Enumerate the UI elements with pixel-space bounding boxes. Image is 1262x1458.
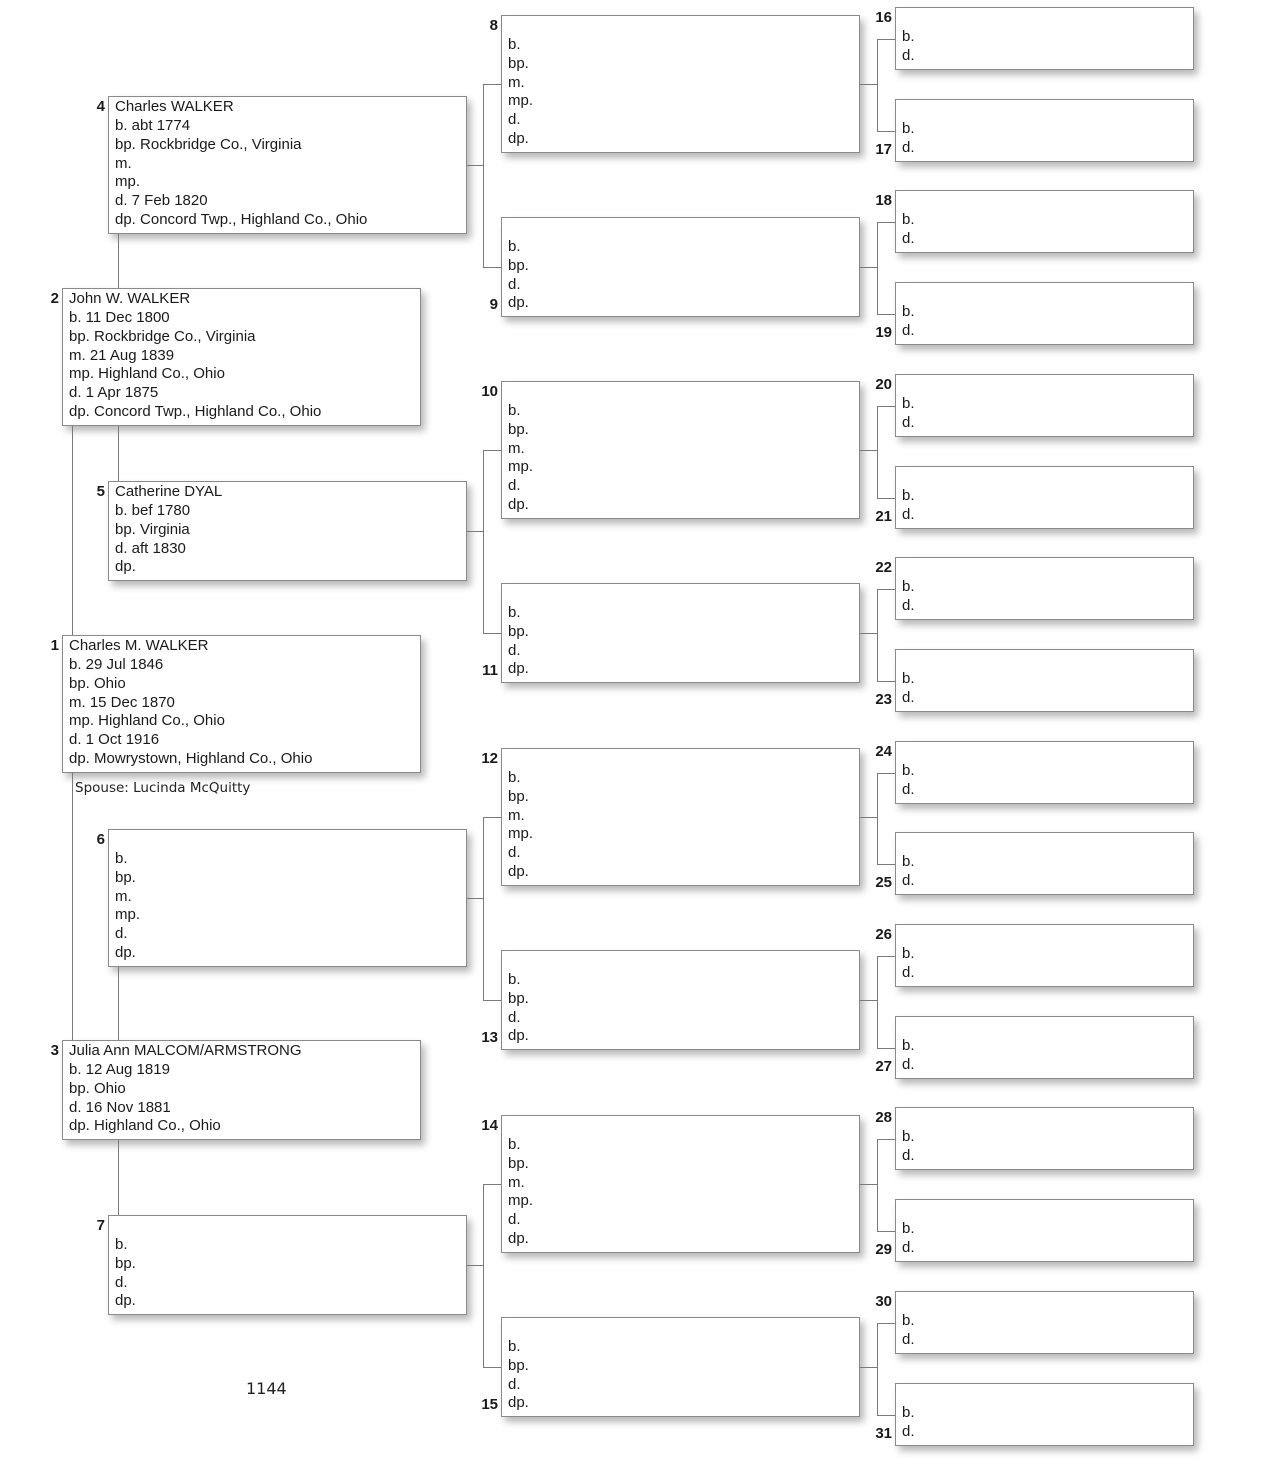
person-name — [508, 17, 859, 36]
person-box-31[interactable] — [895, 1383, 1194, 1446]
person-detail: b. — [508, 36, 521, 53]
person-number: 27 — [875, 1058, 892, 1075]
person-number: 3 — [50, 1042, 59, 1059]
person-detail: b. — [902, 762, 915, 779]
person-detail: d. 16 Nov 1881 — [69, 1098, 171, 1116]
connector-line — [877, 1323, 895, 1324]
connector-line — [483, 817, 484, 1001]
person-detail: bp. — [508, 787, 529, 805]
person-box-24[interactable] — [895, 741, 1194, 804]
person-box-21[interactable] — [895, 466, 1194, 529]
person-detail: d. — [902, 596, 915, 614]
person-box-28[interactable] — [895, 1107, 1194, 1170]
person-detail: bp. — [508, 256, 529, 274]
person-detail: d. 1 Oct 1916 — [69, 731, 160, 749]
person-name: Julia Ann MALCOM/ARMSTRONG — [69, 1042, 302, 1059]
person-detail: b. — [115, 850, 128, 867]
person-name — [902, 834, 1193, 853]
connector-line — [877, 222, 895, 223]
connector-line — [467, 165, 483, 166]
connector-line — [877, 39, 878, 132]
person-box-9[interactable] — [501, 217, 860, 317]
connector-line — [483, 84, 484, 268]
person-name — [508, 585, 859, 604]
connector-line — [483, 450, 501, 451]
person-box-16[interactable] — [895, 7, 1194, 70]
person-box-12[interactable] — [501, 748, 860, 886]
person-detail: mp. — [508, 458, 534, 476]
person-name — [902, 1018, 1193, 1037]
person-name: John W. WALKER — [69, 290, 191, 307]
person-detail: b. — [115, 1236, 128, 1253]
person-box-1[interactable] — [62, 635, 421, 773]
person-number: 31 — [875, 1425, 892, 1442]
person-number: 15 — [481, 1396, 498, 1413]
person-detail: dp. — [115, 558, 136, 576]
person-box-20[interactable] — [895, 374, 1194, 437]
person-detail: m. — [115, 154, 132, 172]
person-number: 6 — [96, 831, 105, 848]
person-box-23[interactable] — [895, 649, 1194, 712]
connector-line — [483, 1000, 501, 1001]
person-name — [902, 1201, 1193, 1220]
person-detail: d. 7 Feb 1820 — [115, 192, 208, 210]
connector-line — [483, 1367, 501, 1368]
person-detail: m. 21 Aug 1839 — [69, 346, 175, 364]
person-detail: d. — [902, 229, 915, 247]
person-number: 29 — [875, 1241, 892, 1258]
connector-line — [877, 39, 895, 40]
person-detail: b. — [508, 238, 521, 255]
connector-line — [877, 1139, 878, 1232]
person-detail: b. — [902, 1312, 915, 1329]
person-detail: d. — [508, 275, 521, 293]
person-detail: d. — [902, 780, 915, 798]
person-box-14[interactable] — [501, 1115, 860, 1253]
person-detail: d. — [508, 1211, 521, 1229]
person-box-22[interactable] — [895, 557, 1194, 620]
person-number: 30 — [875, 1293, 892, 1310]
person-box-19[interactable] — [895, 282, 1194, 345]
person-detail: b. 12 Aug 1819 — [69, 1061, 170, 1078]
person-name — [902, 743, 1193, 762]
person-detail: bp. — [508, 1154, 529, 1172]
person-box-4[interactable] — [108, 96, 467, 234]
connector-line — [483, 450, 484, 634]
person-detail: b. — [508, 769, 521, 786]
person-detail: b. — [902, 578, 915, 595]
person-box-30[interactable] — [895, 1291, 1194, 1354]
person-name — [902, 651, 1193, 670]
person-number: 21 — [875, 508, 892, 525]
person-number: 20 — [875, 376, 892, 393]
person-name — [902, 1109, 1193, 1128]
connector-line — [860, 1000, 877, 1001]
connector-line — [877, 1139, 895, 1140]
person-detail: bp. Rockbridge Co., Virginia — [69, 327, 256, 345]
person-number: 9 — [489, 296, 498, 313]
connector-line — [483, 84, 501, 85]
person-detail: bp. Ohio — [69, 674, 126, 692]
person-detail: m. 15 Dec 1870 — [69, 693, 175, 711]
connector-line — [877, 406, 878, 499]
person-detail: m. — [508, 1173, 525, 1191]
person-detail: d. — [508, 641, 521, 659]
person-detail: d. — [902, 138, 915, 156]
person-detail: dp. Mowrystown, Highland Co., Ohio — [69, 749, 313, 767]
person-number: 11 — [482, 662, 498, 679]
person-detail: b. — [902, 670, 915, 687]
person-box-15[interactable] — [501, 1317, 860, 1417]
person-detail: dp. — [508, 495, 529, 513]
person-number: 10 — [481, 383, 498, 400]
person-detail: m. — [115, 887, 132, 905]
person-detail: b. — [902, 120, 915, 137]
person-detail: d. — [902, 1330, 915, 1348]
person-detail: b. — [902, 1404, 915, 1421]
connector-line — [860, 1184, 877, 1185]
connector-line — [118, 967, 119, 1040]
person-detail: b. — [508, 604, 521, 621]
person-detail: mp. — [115, 906, 141, 924]
person-detail: b. 29 Jul 1846 — [69, 656, 164, 673]
connector-line — [877, 589, 878, 682]
person-box-8[interactable] — [501, 15, 860, 153]
person-detail: d. — [902, 963, 915, 981]
spouse-label: Spouse: Lucinda McQuitty — [75, 780, 251, 796]
person-name — [115, 1217, 466, 1236]
person-detail: d. — [508, 111, 521, 129]
person-detail: dp. Highland Co., Ohio — [69, 1117, 221, 1135]
person-detail: bp. Rockbridge Co., Virginia — [115, 135, 302, 153]
person-box-17[interactable] — [895, 99, 1194, 162]
person-detail: b. bef 1780 — [115, 502, 191, 519]
person-detail: dp. — [508, 1027, 529, 1045]
person-detail: b. abt 1774 — [115, 117, 191, 134]
connector-line — [483, 1184, 484, 1368]
connector-line — [877, 773, 895, 774]
person-detail: dp. — [508, 862, 529, 880]
person-detail: dp. — [508, 1229, 529, 1247]
person-detail: bp. — [508, 989, 529, 1007]
person-box-26[interactable] — [895, 924, 1194, 987]
person-detail: d. — [902, 321, 915, 339]
person-detail: b. — [902, 945, 915, 962]
person-name — [508, 219, 859, 238]
person-number: 1 — [50, 637, 59, 654]
connector-line — [877, 956, 878, 1049]
person-name — [902, 9, 1193, 28]
person-box-7[interactable] — [108, 1215, 467, 1315]
person-name — [902, 192, 1193, 211]
person-name — [902, 101, 1193, 120]
person-detail: m. — [508, 73, 525, 91]
person-name — [508, 1117, 859, 1136]
connector-line — [860, 1367, 877, 1368]
person-detail: b. — [902, 853, 915, 870]
connector-line — [483, 1184, 501, 1185]
person-name — [902, 376, 1193, 395]
person-detail: bp. — [115, 868, 136, 886]
person-box-29[interactable] — [895, 1199, 1194, 1262]
person-number: 19 — [875, 324, 892, 341]
person-detail: b. — [902, 395, 915, 412]
person-number: 17 — [875, 141, 892, 158]
person-detail: dp. — [508, 660, 529, 678]
person-detail: mp. — [508, 825, 534, 843]
person-detail: m. — [508, 439, 525, 457]
person-number: 4 — [96, 98, 105, 115]
connector-line — [877, 1415, 895, 1416]
person-number: 16 — [875, 9, 892, 26]
person-detail: d. — [902, 46, 915, 64]
person-detail: bp. Virginia — [115, 520, 190, 538]
connector-line — [877, 1231, 895, 1232]
connector-line — [118, 234, 119, 288]
connector-line — [877, 864, 895, 865]
person-detail: d. — [115, 1273, 128, 1291]
connector-line — [860, 267, 877, 268]
person-name — [902, 1385, 1193, 1404]
connector-line — [483, 633, 501, 634]
person-detail: dp. Concord Twp., Highland Co., Ohio — [69, 402, 322, 420]
person-detail: d. — [508, 1008, 521, 1026]
person-number: 22 — [875, 559, 892, 576]
connector-line — [860, 633, 877, 634]
person-detail: mp. — [508, 1192, 534, 1210]
connector-line — [877, 773, 878, 865]
connector-line — [877, 131, 895, 132]
person-detail: d. — [902, 871, 915, 889]
person-number: 13 — [481, 1029, 498, 1046]
person-name — [508, 383, 859, 402]
person-detail: dp. — [115, 1292, 136, 1310]
person-detail: d. — [508, 844, 521, 862]
person-name — [902, 284, 1193, 303]
page-number: 1144 — [246, 1379, 287, 1398]
person-detail: bp. Ohio — [69, 1079, 126, 1097]
person-number: 14 — [481, 1117, 498, 1134]
connector-line — [72, 426, 73, 635]
person-detail: mp. — [115, 173, 141, 191]
connector-line — [877, 222, 878, 315]
person-number: 25 — [875, 874, 892, 891]
person-detail: d. — [508, 477, 521, 495]
person-name: Charles M. WALKER — [69, 637, 209, 654]
connector-line — [877, 314, 895, 315]
connector-line — [467, 898, 483, 899]
person-name — [508, 1319, 859, 1338]
connector-line — [860, 817, 877, 818]
person-detail: dp. — [508, 1394, 529, 1412]
connector-line — [877, 956, 895, 957]
person-name — [902, 559, 1193, 578]
connector-line — [877, 498, 895, 499]
person-detail: m. — [508, 806, 525, 824]
person-box-2[interactable] — [62, 288, 421, 426]
person-detail: bp. — [508, 1356, 529, 1374]
person-box-11[interactable] — [501, 583, 860, 683]
person-detail: d. — [902, 1146, 915, 1164]
person-name — [508, 952, 859, 971]
person-name — [902, 926, 1193, 945]
person-detail: b. — [902, 211, 915, 228]
person-detail: d. — [508, 1375, 521, 1393]
person-name: Charles WALKER — [115, 98, 234, 115]
person-name: Catherine DYAL — [115, 483, 223, 500]
connector-line — [483, 817, 501, 818]
person-detail: dp. — [508, 129, 529, 147]
person-box-3[interactable] — [62, 1040, 421, 1140]
person-detail: bp. — [508, 420, 529, 438]
person-number: 2 — [50, 290, 59, 307]
connector-line — [483, 267, 501, 268]
person-detail: d. — [902, 505, 915, 523]
connector-line — [118, 426, 119, 481]
person-detail: bp. — [508, 622, 529, 640]
person-detail: b. — [508, 1338, 521, 1355]
person-detail: b. 11 Dec 1800 — [69, 309, 170, 326]
person-detail: b. — [902, 1128, 915, 1145]
person-detail: b. — [508, 971, 521, 988]
person-box-18[interactable] — [895, 190, 1194, 253]
person-number: 28 — [875, 1109, 892, 1126]
person-name — [902, 1293, 1193, 1312]
person-box-6[interactable] — [108, 829, 467, 967]
person-number: 24 — [875, 743, 892, 760]
person-detail: b. — [508, 1136, 521, 1153]
person-number: 26 — [875, 926, 892, 943]
person-name — [508, 750, 859, 769]
connector-line — [72, 773, 73, 1040]
person-box-27[interactable] — [895, 1016, 1194, 1079]
person-detail: dp. — [508, 294, 529, 312]
person-detail: dp. — [115, 943, 136, 961]
person-number: 8 — [489, 17, 498, 34]
person-box-25[interactable] — [895, 832, 1194, 895]
person-detail: d. — [115, 925, 128, 943]
person-number: 18 — [875, 192, 892, 209]
connector-line — [467, 1265, 483, 1266]
connector-line — [877, 589, 895, 590]
connector-line — [877, 681, 895, 682]
person-detail: b. — [508, 402, 521, 419]
person-detail: mp. — [508, 92, 534, 110]
person-detail: d. — [902, 413, 915, 431]
connector-line — [877, 1323, 878, 1416]
person-detail: d. 1 Apr 1875 — [69, 384, 159, 402]
person-box-10[interactable] — [501, 381, 860, 519]
connector-line — [467, 531, 483, 532]
person-detail: b. — [902, 1220, 915, 1237]
person-number: 12 — [481, 750, 498, 767]
connector-line — [118, 1140, 119, 1215]
person-detail: d. — [902, 688, 915, 706]
connector-line — [877, 1048, 895, 1049]
person-detail: bp. — [508, 54, 529, 72]
person-number: 23 — [875, 691, 892, 708]
person-detail: b. — [902, 28, 915, 45]
person-detail: b. — [902, 487, 915, 504]
person-box-5[interactable] — [108, 481, 467, 581]
person-detail: mp. Highland Co., Ohio — [69, 365, 225, 383]
connector-line — [877, 406, 895, 407]
person-detail: d. aft 1830 — [115, 539, 186, 557]
person-detail: b. — [902, 303, 915, 320]
person-detail: b. — [902, 1037, 915, 1054]
person-detail: mp. Highland Co., Ohio — [69, 712, 225, 730]
person-name — [902, 468, 1193, 487]
person-detail: bp. — [115, 1254, 136, 1272]
person-box-13[interactable] — [501, 950, 860, 1050]
connector-line — [860, 84, 877, 85]
person-number: 7 — [96, 1217, 105, 1234]
person-detail: d. — [902, 1238, 915, 1256]
person-name — [115, 831, 466, 850]
connector-line — [860, 450, 877, 451]
person-detail: d. — [902, 1055, 915, 1073]
person-number: 5 — [96, 483, 105, 500]
person-detail: d. — [902, 1422, 915, 1440]
person-detail: dp. Concord Twp., Highland Co., Ohio — [115, 210, 368, 228]
